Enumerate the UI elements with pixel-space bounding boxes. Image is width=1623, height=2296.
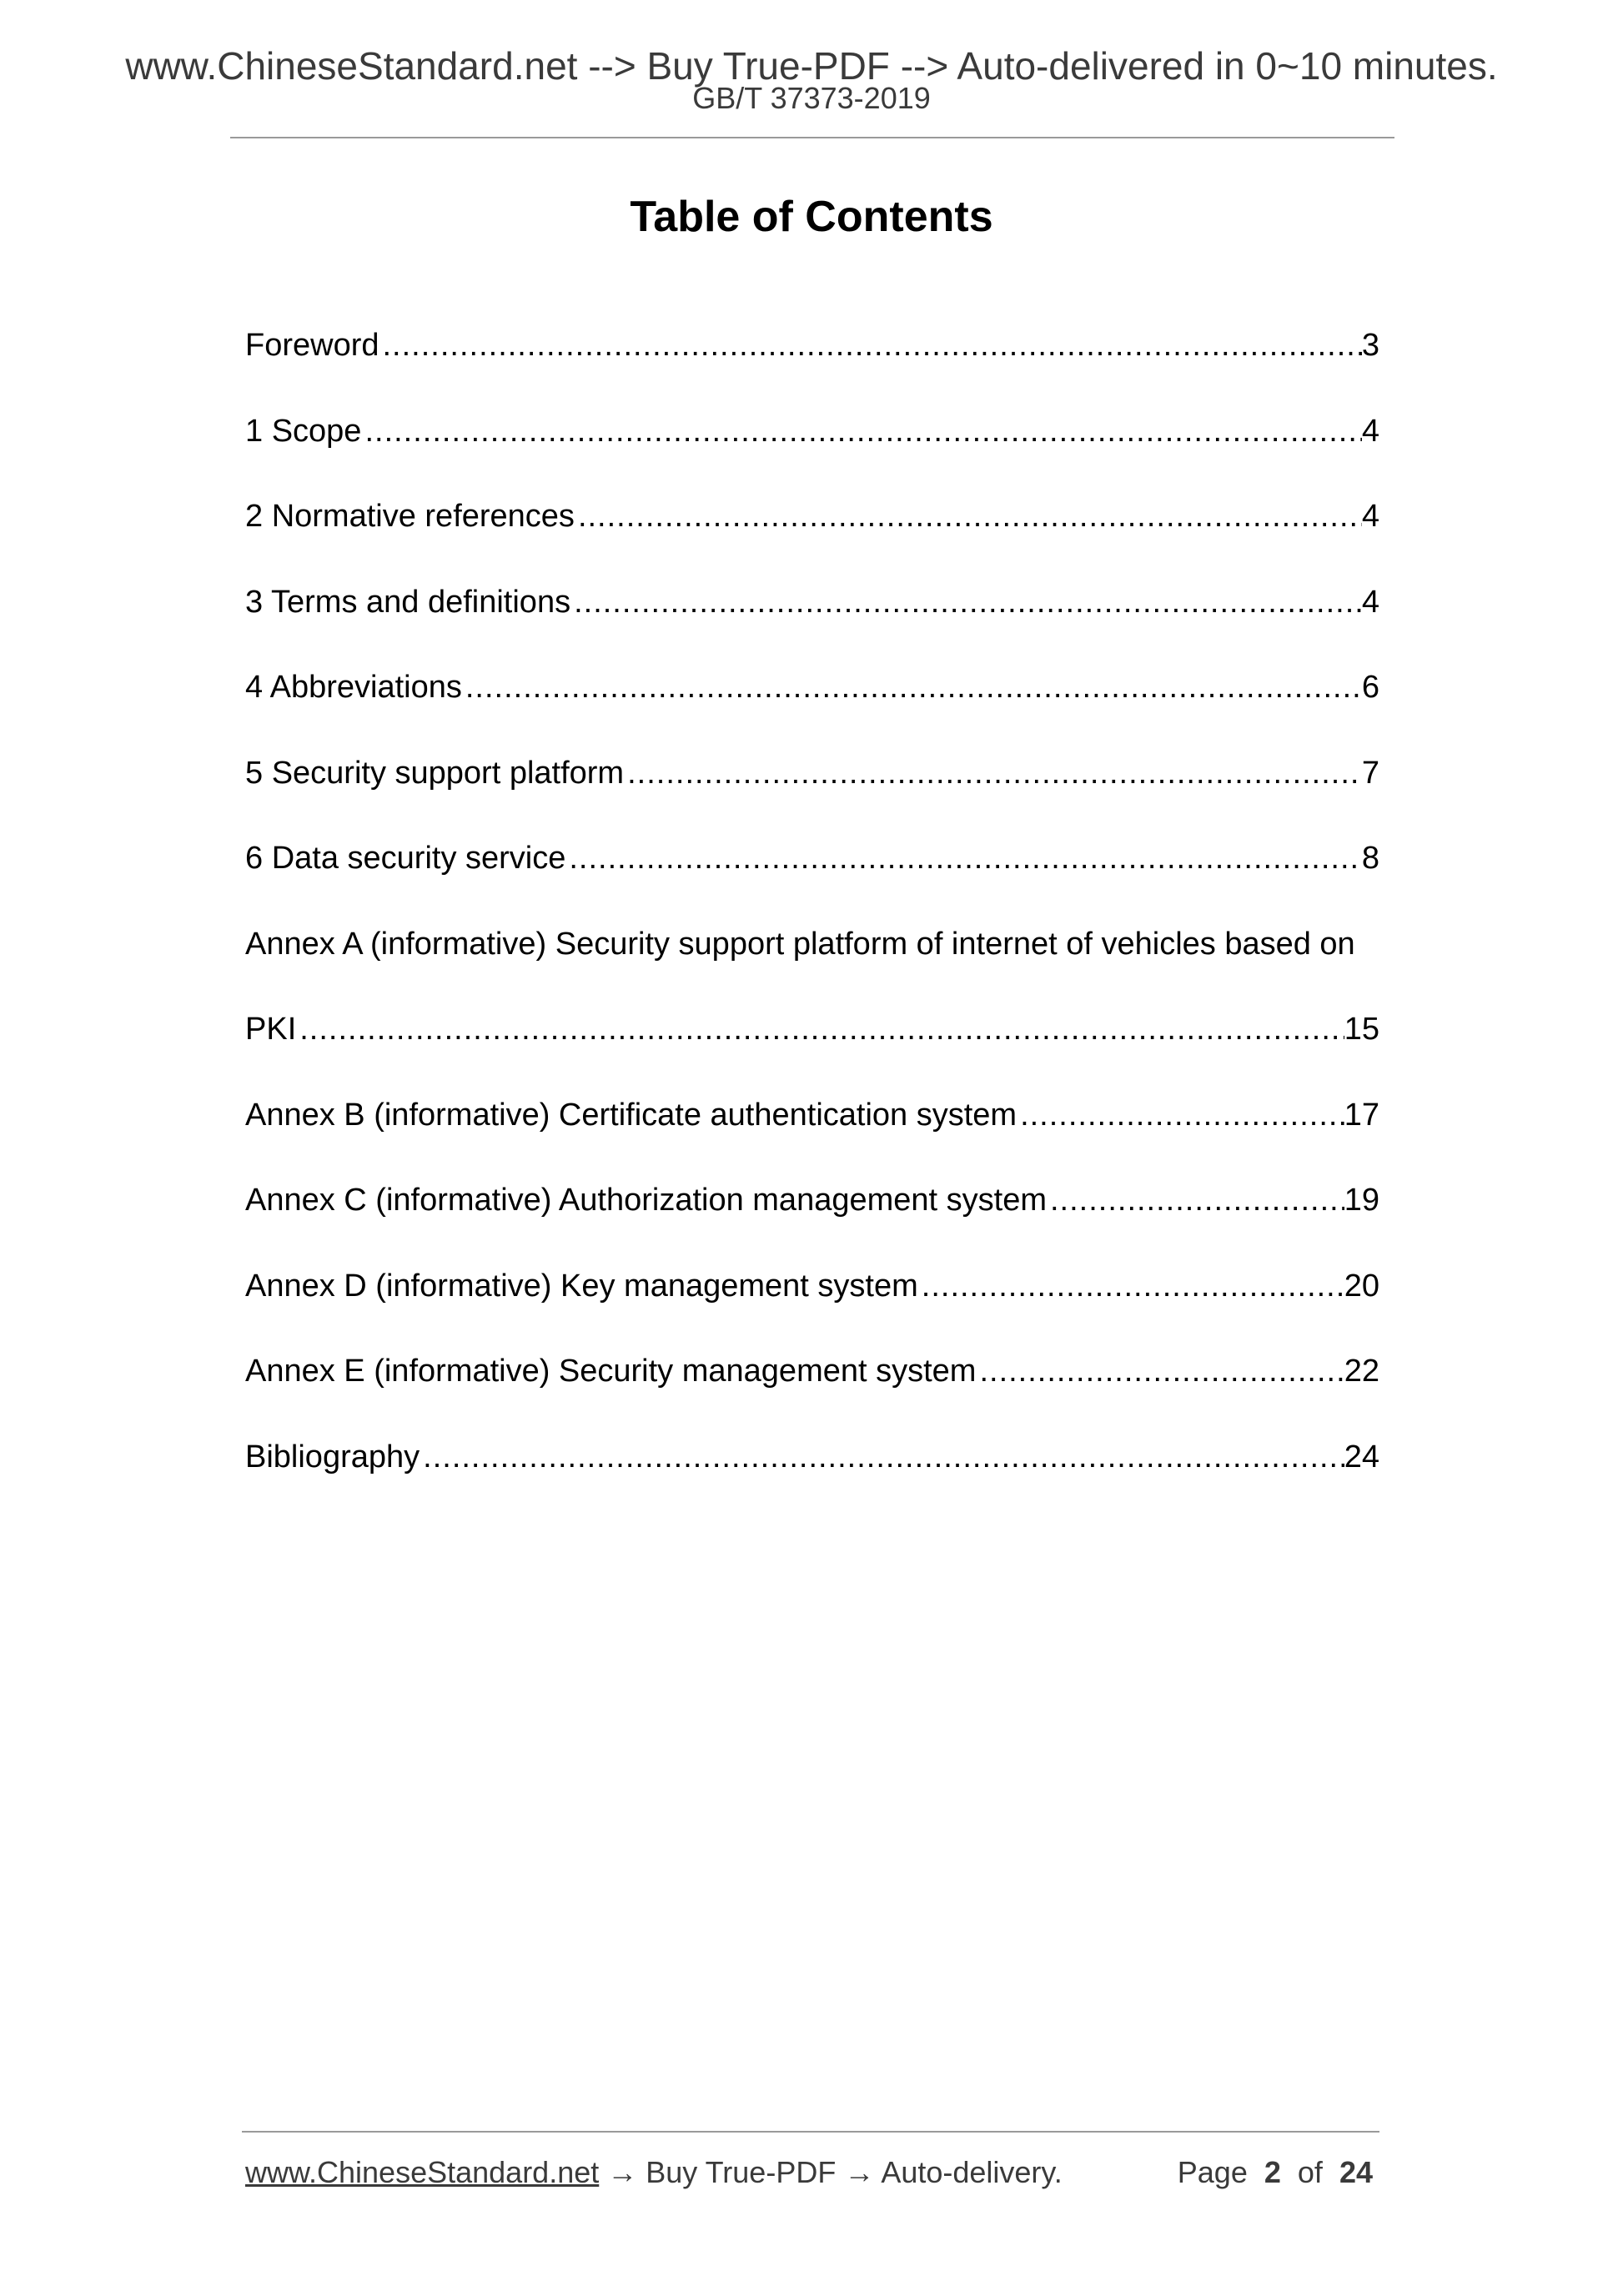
toc-leader-dots (624, 748, 1362, 798)
toc-leader-dots (296, 1004, 1344, 1054)
toc-entry-scope[interactable] (245, 406, 1379, 492)
footer-tagline: → Buy True-PDF → Auto-delivery. (599, 2155, 1063, 2189)
toc-page-number: 17 (1344, 1097, 1379, 1133)
toc-entry-label: Foreword (245, 328, 379, 363)
of-label: of (1297, 2155, 1323, 2189)
toc-leader-dots (420, 1432, 1344, 1482)
toc-entry-normative-references[interactable] (245, 491, 1379, 577)
document-code: GB/T 37373-2019 (692, 81, 931, 115)
toc-leader-dots (361, 406, 1361, 456)
toc-page-number: 6 (1361, 670, 1379, 705)
toc-entry-annex-d[interactable] (245, 1261, 1379, 1347)
toc-leader-dots (976, 1346, 1344, 1396)
toc-leader-dots (570, 577, 1362, 627)
page-label: Page (1177, 2155, 1248, 2189)
table-of-contents (245, 320, 1379, 1517)
toc-page-number: 3 (1361, 328, 1379, 363)
toc-entry-foreword[interactable] (245, 320, 1379, 406)
toc-entry-label: Annex C (informative) Authorization management system (245, 1183, 1047, 1218)
total-pages-number: 24 (1339, 2155, 1373, 2189)
top-banner: www.ChineseStandard.net --> Buy True-PDF --> Auto-delivered in 0~10 minutes. (125, 44, 1498, 88)
toc-entry-annex-a[interactable] (245, 919, 1379, 1005)
toc-entry-annex-e[interactable] (245, 1346, 1379, 1432)
toc-entry-label: 3 Terms and definitions (245, 584, 571, 620)
toc-page-number: 22 (1344, 1354, 1379, 1389)
toc-entry-data-security-service[interactable] (245, 833, 1379, 919)
page-indicator (1178, 2152, 1373, 2193)
toc-entry-label: 4 Abbreviations (245, 670, 462, 705)
page-title: Table of Contents (630, 193, 993, 241)
toc-leader-dots (462, 662, 1362, 712)
toc-page-number: 4 (1361, 413, 1379, 449)
toc-entry-label: Annex E (informative) Security management system (245, 1354, 977, 1389)
toc-page-number: 19 (1344, 1183, 1379, 1218)
footer-left (245, 2152, 1063, 2193)
toc-page-number: 7 (1361, 755, 1379, 791)
page-footer (245, 2152, 1373, 2193)
toc-entry-annex-b[interactable] (245, 1090, 1379, 1176)
toc-entry-terms-and-definitions[interactable] (245, 577, 1379, 663)
toc-leader-dots (1017, 1090, 1344, 1140)
toc-page-number: 15 (1344, 1012, 1379, 1047)
toc-leader-dots (379, 320, 1362, 370)
toc-leader-dots (565, 833, 1361, 883)
toc-entry-label-continuation: PKI (245, 1012, 297, 1047)
toc-entry-label: 2 Normative references (245, 499, 575, 534)
footer-divider (242, 2131, 1379, 2133)
toc-entry-abbreviations[interactable] (245, 662, 1379, 748)
toc-page-number: 4 (1361, 499, 1379, 534)
toc-page-number: 24 (1344, 1439, 1379, 1475)
current-page-number: 2 (1264, 2155, 1281, 2189)
toc-leader-dots (575, 491, 1362, 541)
toc-entry-bibliography[interactable] (245, 1432, 1379, 1518)
header-divider (230, 137, 1394, 138)
toc-entry-label: Annex A (informative) Security support platform of internet of vehicles based on (245, 926, 1355, 962)
toc-page-number: 20 (1344, 1268, 1379, 1304)
toc-entry-label: Bibliography (245, 1439, 420, 1475)
toc-entry-label: 6 Data security service (245, 841, 566, 876)
footer-site-link[interactable]: www.ChineseStandard.net (245, 2155, 600, 2189)
toc-page-number: 8 (1361, 841, 1379, 876)
toc-entry-security-support-platform[interactable] (245, 748, 1379, 834)
toc-entry-annex-c[interactable] (245, 1175, 1379, 1261)
toc-page-number: 4 (1361, 584, 1379, 620)
toc-entry-label: 5 Security support platform (245, 755, 625, 791)
toc-leader-dots (1047, 1175, 1344, 1225)
toc-entry-label: Annex B (informative) Certificate authentication system (245, 1097, 1018, 1133)
toc-entry-label: 1 Scope (245, 413, 362, 449)
toc-entry-label: Annex D (informative) Key management system (245, 1268, 918, 1304)
toc-leader-dots (918, 1261, 1344, 1311)
toc-entry-annex-a-continuation[interactable] (245, 1004, 1379, 1090)
